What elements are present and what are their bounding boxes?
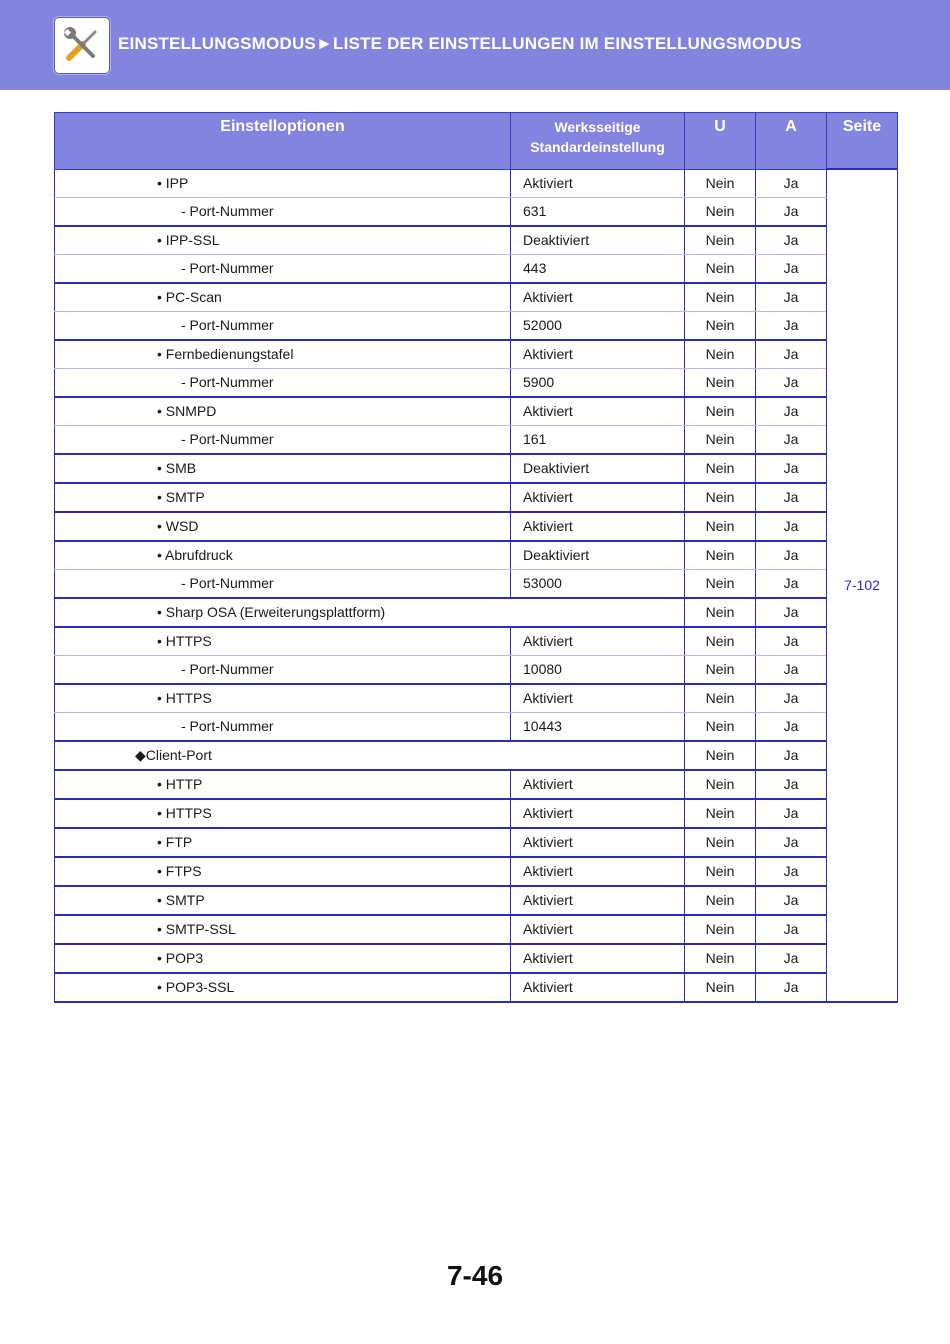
table-row: [55, 169, 898, 197]
settings-table: [54, 112, 898, 1003]
option-cell: • HTTPS: [55, 799, 511, 828]
default-cell: Aktiviert: [511, 169, 685, 197]
a-cell: Ja: [756, 770, 827, 799]
table-row: [55, 254, 898, 283]
default-cell: 5900: [511, 368, 685, 397]
option-cell: • Abrufdruck: [55, 541, 511, 570]
option-cell: • SMTP: [55, 886, 511, 915]
u-cell: Nein: [685, 741, 756, 770]
option-cell: • SMTP-SSL: [55, 915, 511, 944]
a-cell: Ja: [756, 944, 827, 973]
u-cell: Nein: [685, 397, 756, 426]
u-cell: Nein: [685, 483, 756, 512]
option-cell: • HTTPS: [55, 684, 511, 713]
option-cell: • SMTP: [55, 483, 511, 512]
u-cell: Nein: [685, 627, 756, 656]
u-cell: Nein: [685, 226, 756, 255]
a-cell: Ja: [756, 368, 827, 397]
default-cell: Deaktiviert: [511, 226, 685, 255]
a-cell: Ja: [756, 197, 827, 226]
a-cell: Ja: [756, 973, 827, 1002]
default-cell: 161: [511, 425, 685, 454]
table-row: [55, 886, 898, 915]
table-row: [55, 915, 898, 944]
table-row: [55, 655, 898, 684]
page-title: EINSTELLUNGSMODUS►LISTE DER EINSTELLUNGEN IM EINSTELLUNGSMODUS: [118, 34, 802, 53]
default-cell: Aktiviert: [511, 857, 685, 886]
table-header-row: [55, 113, 898, 170]
u-cell: Nein: [685, 254, 756, 283]
table-row: [55, 311, 898, 340]
a-cell: Ja: [756, 226, 827, 255]
table-row: [55, 483, 898, 512]
column-header-a: A: [756, 113, 827, 170]
u-cell: Nein: [685, 828, 756, 857]
a-cell: Ja: [756, 340, 827, 369]
default-cell: Aktiviert: [511, 915, 685, 944]
option-cell: • POP3: [55, 944, 511, 973]
table-row: [55, 828, 898, 857]
option-cell: - Port-Nummer: [55, 712, 511, 741]
a-cell: Ja: [756, 541, 827, 570]
table-row: [55, 598, 898, 627]
a-cell: Ja: [756, 684, 827, 713]
a-cell: Ja: [756, 425, 827, 454]
u-cell: Nein: [685, 541, 756, 570]
option-cell: • FTPS: [55, 857, 511, 886]
option-cell: - Port-Nummer: [55, 254, 511, 283]
table-row: [55, 944, 898, 973]
default-cell: Aktiviert: [511, 973, 685, 1002]
default-cell: Aktiviert: [511, 483, 685, 512]
u-cell: Nein: [685, 454, 756, 483]
u-cell: Nein: [685, 684, 756, 713]
column-header-option: Einstelloptionen: [55, 113, 511, 170]
default-cell: Aktiviert: [511, 944, 685, 973]
default-cell: Aktiviert: [511, 886, 685, 915]
option-cell: • FTP: [55, 828, 511, 857]
option-cell: • POP3-SSL: [55, 973, 511, 1002]
u-cell: Nein: [685, 340, 756, 369]
option-cell: • WSD: [55, 512, 511, 541]
u-cell: Nein: [685, 770, 756, 799]
table-row: [55, 799, 898, 828]
u-cell: Nein: [685, 425, 756, 454]
a-cell: Ja: [756, 283, 827, 312]
default-cell: Aktiviert: [511, 627, 685, 656]
a-cell: Ja: [756, 311, 827, 340]
a-cell: Ja: [756, 397, 827, 426]
option-cell: - Port-Nummer: [55, 311, 511, 340]
table-row: [55, 397, 898, 426]
page-header: [0, 0, 950, 90]
default-cell: 53000: [511, 569, 685, 598]
page-reference-link[interactable]: 7-102: [827, 169, 898, 1002]
u-cell: Nein: [685, 569, 756, 598]
table-body: [55, 169, 898, 1002]
default-cell: Aktiviert: [511, 799, 685, 828]
default-cell: Aktiviert: [511, 340, 685, 369]
table-row: [55, 569, 898, 598]
default-cell: 10080: [511, 655, 685, 684]
a-cell: Ja: [756, 799, 827, 828]
u-cell: Nein: [685, 169, 756, 197]
u-cell: Nein: [685, 283, 756, 312]
u-cell: Nein: [685, 368, 756, 397]
a-cell: Ja: [756, 741, 827, 770]
a-cell: Ja: [756, 483, 827, 512]
table-row: [55, 684, 898, 713]
default-cell: 443: [511, 254, 685, 283]
option-cell: - Port-Nummer: [55, 197, 511, 226]
option-cell: • Sharp OSA (Erweiterungsplattform): [55, 598, 685, 627]
u-cell: Nein: [685, 197, 756, 226]
a-cell: Ja: [756, 857, 827, 886]
table-row: [55, 973, 898, 1002]
option-cell: • HTTPS: [55, 627, 511, 656]
a-cell: Ja: [756, 569, 827, 598]
a-cell: Ja: [756, 828, 827, 857]
option-cell: - Port-Nummer: [55, 368, 511, 397]
option-cell: - Port-Nummer: [55, 425, 511, 454]
a-cell: Ja: [756, 254, 827, 283]
default-cell: Aktiviert: [511, 512, 685, 541]
option-cell: - Port-Nummer: [55, 655, 511, 684]
u-cell: Nein: [685, 655, 756, 684]
u-cell: Nein: [685, 712, 756, 741]
page-number: 7-46: [446, 1260, 504, 1291]
default-cell: Deaktiviert: [511, 454, 685, 483]
u-cell: Nein: [685, 944, 756, 973]
u-cell: Nein: [685, 512, 756, 541]
u-cell: Nein: [685, 598, 756, 627]
option-cell: • HTTP: [55, 770, 511, 799]
default-cell: Aktiviert: [511, 828, 685, 857]
default-cell: Aktiviert: [511, 283, 685, 312]
default-cell: Deaktiviert: [511, 541, 685, 570]
table-row: [55, 340, 898, 369]
default-cell: 52000: [511, 311, 685, 340]
u-cell: Nein: [685, 799, 756, 828]
table-row: [55, 512, 898, 541]
table-row: [55, 283, 898, 312]
table-row: [55, 627, 898, 656]
table-row: [55, 454, 898, 483]
table-row: [55, 857, 898, 886]
table-row: [55, 197, 898, 226]
u-cell: Nein: [685, 857, 756, 886]
table-row: [55, 425, 898, 454]
table-row: [55, 741, 898, 770]
u-cell: Nein: [685, 886, 756, 915]
option-cell: • IPP-SSL: [55, 226, 511, 255]
table-row: [55, 368, 898, 397]
a-cell: Ja: [756, 712, 827, 741]
option-cell: • SNMPD: [55, 397, 511, 426]
default-cell: Aktiviert: [511, 684, 685, 713]
option-cell: • IPP: [55, 169, 511, 197]
table-row: [55, 226, 898, 255]
option-cell: • Fernbedienungstafel: [55, 340, 511, 369]
option-cell: • PC-Scan: [55, 283, 511, 312]
a-cell: Ja: [756, 627, 827, 656]
a-cell: Ja: [756, 915, 827, 944]
table-row: [55, 541, 898, 570]
column-header-page: Seite: [827, 113, 898, 170]
a-cell: Ja: [756, 169, 827, 197]
a-cell: Ja: [756, 886, 827, 915]
u-cell: Nein: [685, 311, 756, 340]
u-cell: Nein: [685, 973, 756, 1002]
a-cell: Ja: [756, 454, 827, 483]
a-cell: Ja: [756, 655, 827, 684]
table-row: [55, 770, 898, 799]
default-cell: Aktiviert: [511, 770, 685, 799]
default-cell: Aktiviert: [511, 397, 685, 426]
default-cell: 631: [511, 197, 685, 226]
a-cell: Ja: [756, 512, 827, 541]
default-cell: 10443: [511, 712, 685, 741]
option-cell: - Port-Nummer: [55, 569, 511, 598]
u-cell: Nein: [685, 915, 756, 944]
option-cell: • SMB: [55, 454, 511, 483]
table-row: [55, 712, 898, 741]
option-cell: ◆Client-Port: [55, 741, 685, 770]
column-header-u: U: [685, 113, 756, 170]
a-cell: Ja: [756, 598, 827, 627]
column-header-default: Werksseitige Standardeinstellung: [511, 113, 685, 170]
tools-icon: [54, 17, 110, 74]
